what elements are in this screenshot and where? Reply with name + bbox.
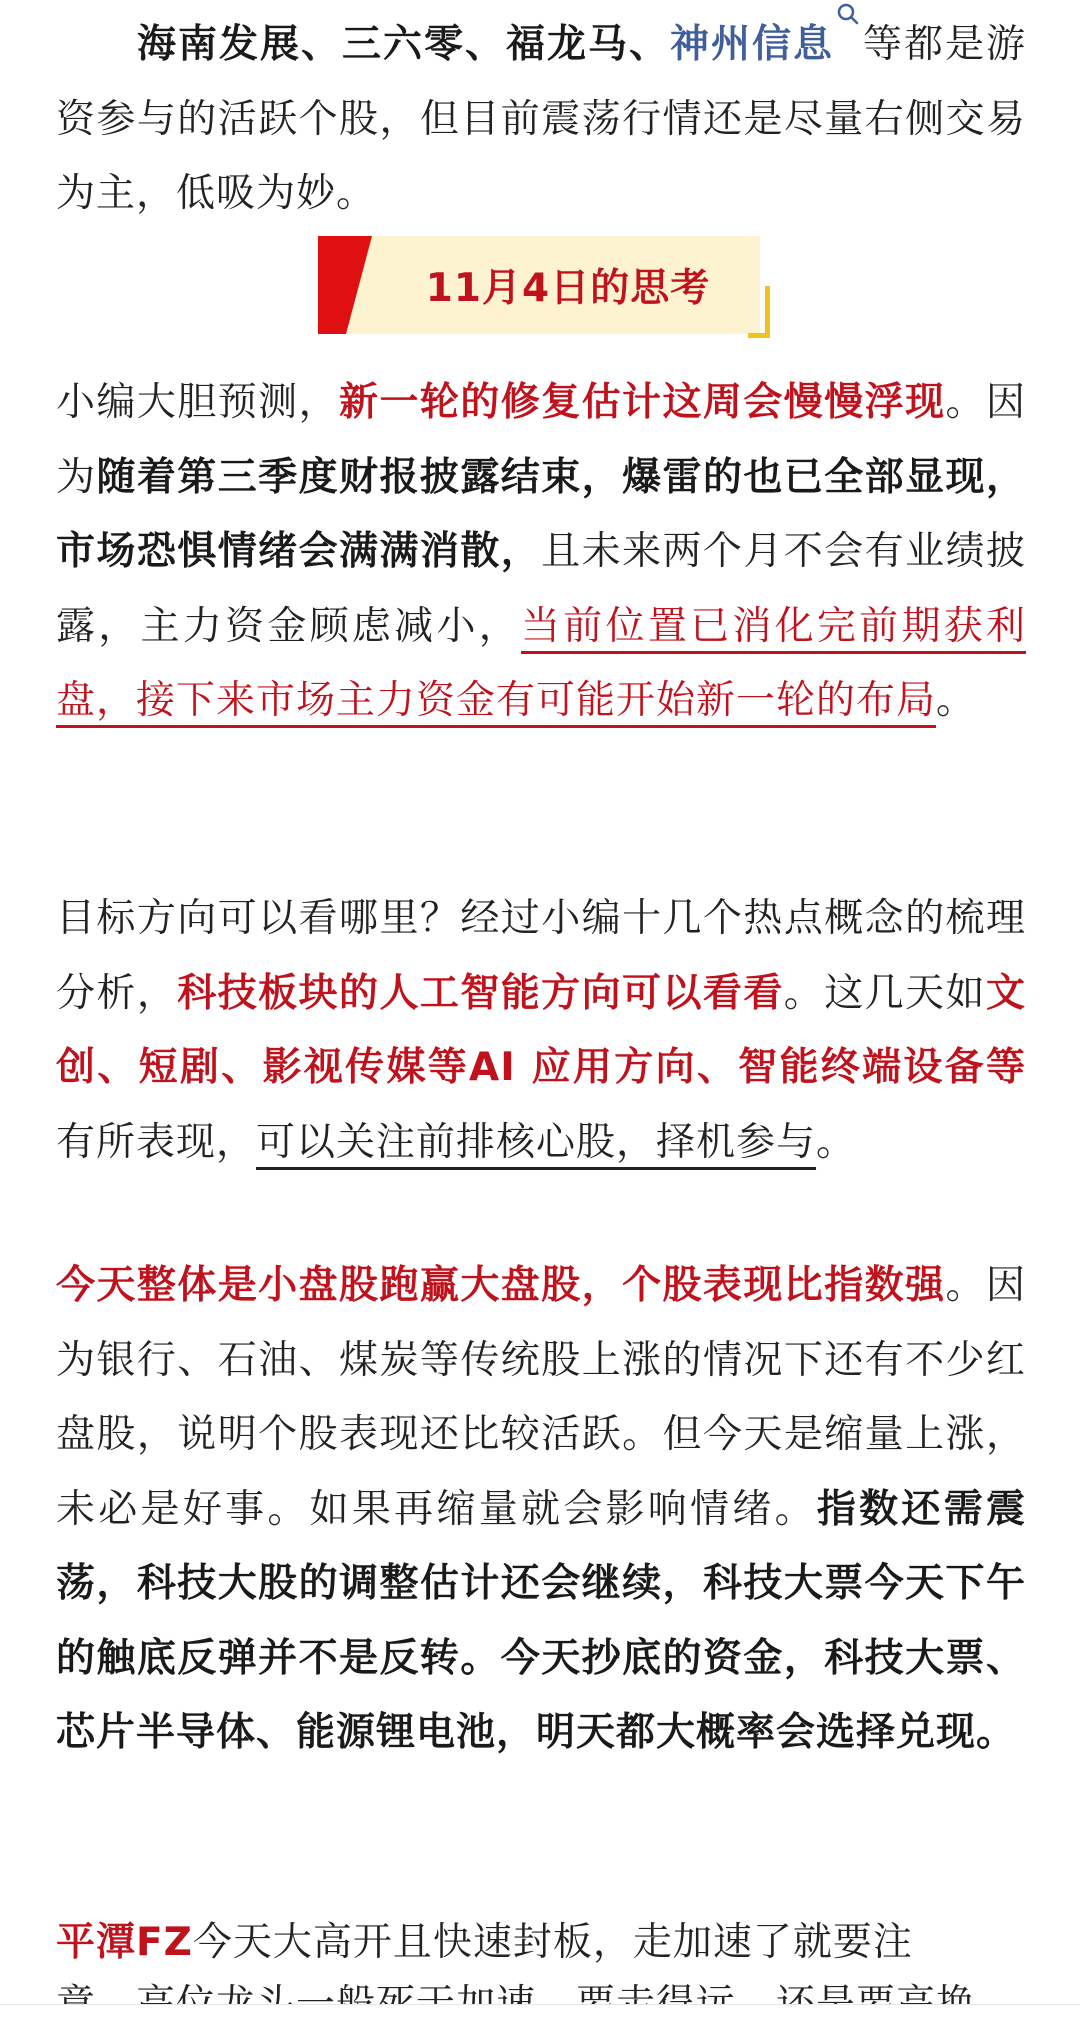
direction-highlight: 科技板块的人工智能方向可以看看 (177, 970, 784, 1016)
prediction-underlined: 当前位置已消化完前期获利盘，接下来市场主力资金有可能开始新一轮的布局 (56, 603, 1026, 723)
stock-name: 平潭FZ (56, 1920, 193, 1965)
prediction-bold: 随着第三季度财报披露结束，爆雷的也已全部显现，市场恐惧情绪会满满消散， (56, 454, 1026, 574)
prediction-text-1: 。因为 (56, 380, 1026, 500)
intro-rest: 等都是游资参与的活跃个股，但目前震荡行情还是尽量右侧交易为主，低吸为妙。 (56, 22, 1026, 216)
market-bold: 指数还需震荡，科技大股的调整估计还会继续，科技大票今天下午的触底反弹并不是反转。今天抄底的资金，科技大票、芯片半导体、能源锂电池，明天都大概率会选择兑现。 (56, 1486, 1026, 1755)
prediction-paragraph (56, 366, 1026, 739)
intro-paragraph (56, 8, 1026, 232)
section-banner (318, 236, 770, 338)
direction-sectors: 文创、短剧、影视传媒等AI 应用方向、智能终端设备等 (56, 970, 1026, 1090)
stock-link-shenzhou[interactable]: 神州信息 (669, 22, 834, 67)
direction-text-1: 。这几天如 (783, 970, 986, 1016)
direction-underlined: 可以关注前排核心股，择机参与 (256, 1119, 817, 1165)
banner-title: 11月4日的思考 (425, 266, 711, 311)
prediction-highlight: 新一轮的修复估计这周会慢慢浮现 (339, 380, 946, 425)
direction-paragraph (56, 882, 1026, 1180)
intro-stocks: 海南发展、三六零、福龙马、 (136, 22, 670, 67)
banner-red-accent (318, 236, 378, 334)
market-highlight: 今天整体是小盘股跑赢大盘股，个股表现比指数强 (56, 1263, 946, 1308)
direction-lead: 目标方向可以看哪里？经过小编十几个热点概念的梳理分析， (56, 896, 1026, 1016)
search-icon[interactable] (834, 8, 862, 48)
market-paragraph (56, 1249, 1026, 1771)
prediction-lead: 小编大胆预测， (56, 380, 340, 425)
bottom-bar (0, 2004, 1080, 2035)
market-text: 。因为银行、石油、煤炭等传统股上涨的情况下还有不少红盘股，说明个股表现还比较活跃。但今天是缩量上涨，未必是好事。如果再缩量就会影响情绪。 (56, 1263, 1026, 1532)
stock-text: 今天大高开且快速封板，走加速了就要注 (192, 1920, 913, 1965)
prediction-text-2: 且未来两个月不会有业绩披露，主力资金顾虑减小， (56, 529, 1026, 649)
prediction-end: 。 (936, 678, 977, 723)
direction-end: 。 (816, 1119, 857, 1165)
direction-text-2: 有所表现， (56, 1119, 257, 1165)
